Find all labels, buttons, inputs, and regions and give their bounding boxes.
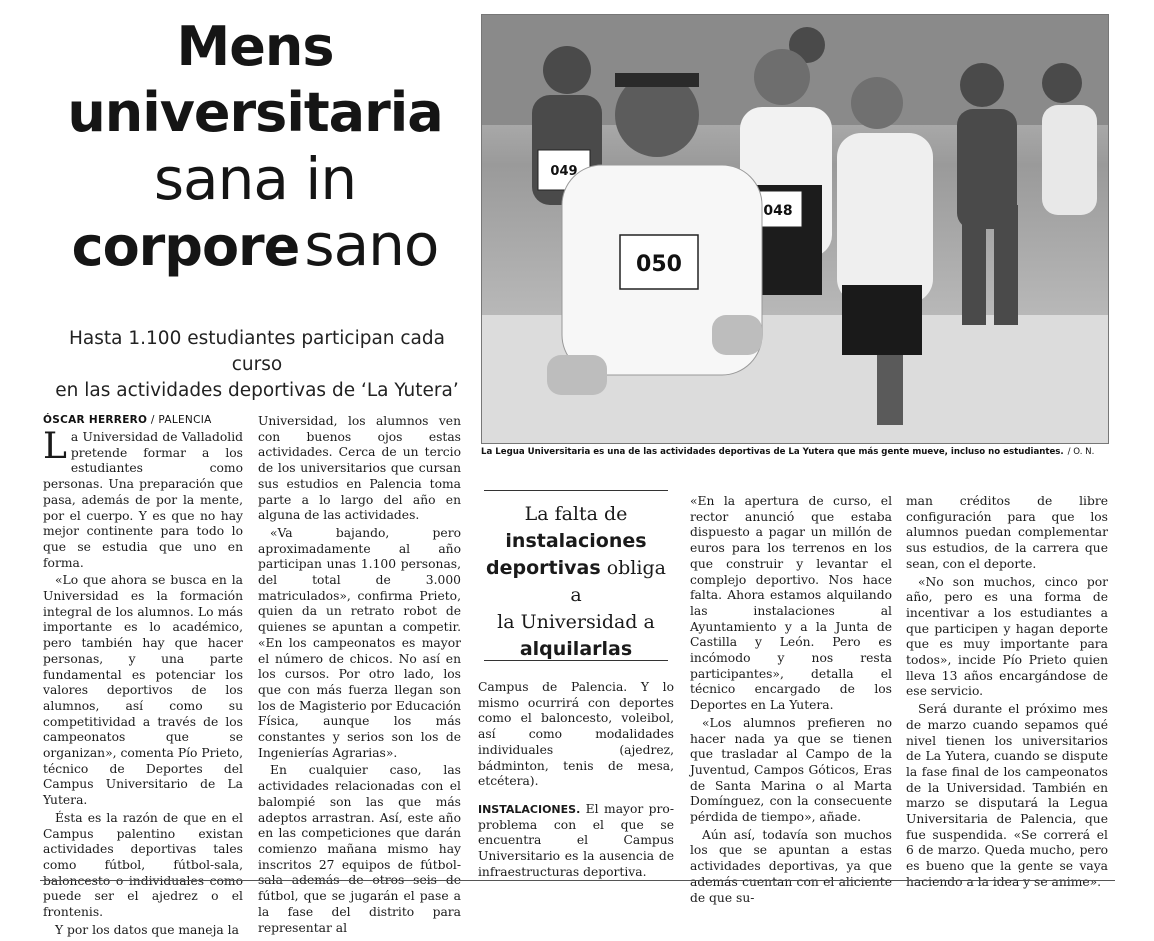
drop-cap: L (43, 426, 67, 467)
article-paragraph: «En la apertura de curso, el rector anunció que estaba dispuesto a pagar un millón de euros para los terrenos en los que construir y levantar el complejo deportivo. Nos hace falta. Ahora estamos alquilando las instalaciones al Ayuntamiento y a la Junta de Castilla y León. Pero es incómodo y nos resta participantes», detalla el técnico encargado de los Deportes en La Yutera. (690, 494, 892, 713)
photo-caption-text: La Legua Universitaria es una de las actividades deportivas de La Yutera que más gente mueve, incluso no estudiantes. (481, 447, 1064, 457)
article-column-5 (906, 494, 1108, 893)
headline (40, 14, 470, 293)
byline (43, 414, 212, 426)
headline-line-4-light: sano (304, 211, 439, 279)
article-paragraph: «Lo que ahora se busca en la Universidad es la formación integral de los alumnos. Lo más importante es lo académico, pero también hay que hacer personas, y una parte fundamental es potenciar los valores deportivos de los alumnos, así como su competitividad a través de los campeonatos que se organizan», comenta Pío Prieto, técnico de Deportes del Campus Universitario de La Yutera. (43, 573, 243, 808)
byline-author: ÓSCAR HERRERO (43, 414, 148, 426)
headline-line-4-bold: corpore (71, 215, 300, 278)
headline-line-2: universitaria (67, 81, 443, 144)
article-paragraph: Universidad, los alumnos ven con buenos ojos estas actividades. Cerca de un tercio de los universitarios que cursan sus estudios en Palencia toma parte a lo largo del año en alguna de las actividades. (258, 414, 461, 523)
subtitle (42, 326, 472, 404)
article-column-4 (690, 494, 892, 908)
subtitle-line-1: Hasta 1.100 estudiantes participan cada curso (69, 328, 445, 375)
pull-quote-rule (484, 660, 668, 661)
bib-number-050: 050 (636, 252, 682, 277)
article-paragraph: Y por los datos que maneja la (55, 922, 239, 937)
pull-quote-line: deportivas obliga a (486, 557, 666, 606)
article-paragraph: La Universidad de Valladolid pretende formar a los estudiantes como personas. Una preparación que pasa, además de por la mente, por el cuerpo. Y es que no hay mejor continente para todo lo que se estudia que uno en forma. (43, 426, 243, 570)
article-paragraph: Ésta es la razón de que en el Campus palentino existan actividades deportivas tales como fútbol, fútbol-sala, baloncesto o individuales como puede ser el ajedrez o el frontenis. (43, 810, 243, 920)
photo-caption (481, 447, 1121, 457)
headline-line-1: Mens (176, 15, 334, 78)
article-paragraph: «No son muchos, cinco por año, pero es una forma de incentivar a los estudiantes a que participen y hagan deporte que es muy importante para todos», incide Pío Prieto quien lleva 13 años encargándose de ese servicio. (906, 574, 1108, 699)
pull-quote-line: alquilarlas (519, 638, 633, 660)
byline-location: / PALENCIA (150, 414, 212, 426)
subtitle-line-2: en las actividades deportivas de ‘La Yutera’ (55, 380, 459, 401)
article-column-3 (478, 680, 674, 882)
headline-line-3: sana in (153, 145, 357, 213)
article-paragraph: Campus de Palencia. Y lo mismo ocurrirá con deportes como el baloncesto, voleibol, así como modalidades individuales (ajedrez, bádminton, tenis de mesa, etcétera). (478, 680, 674, 789)
pull-quote (484, 490, 668, 663)
runners-illustration (482, 15, 1108, 443)
headline-line-4 (40, 212, 470, 293)
bib-number-048: 048 (763, 203, 793, 219)
article-column-2 (258, 414, 461, 938)
article-paragraph: INSTALACIONES. El mayor pro- problema con el que se encuentra el Campus Universitario es la ausencia de infraestructuras deportiva. (478, 801, 674, 879)
article-paragraph: Será durante el próximo mes de marzo cuando sepamos qué nivel tienen los universitarios de La Yutera, cuando se dispute la fase final de los campeonatos de la Universidad. También en marzo se disputará la Legua Universitaria de Palencia, que fue suspendida. «Se correrá el 6 de marzo. Queda mucho, pero es bueno que la gente se vaya haciendo a la idea y se anime». (906, 702, 1108, 889)
pull-quote-line: la Universidad a (497, 611, 655, 633)
article-paragraph: Aún así, todavía son muchos los que se apuntan a estas actividades deportivas, ya que además cuentan con el aliciente de que su- (690, 827, 892, 905)
article-paragraph: «Los alumnos prefieren no hacer nada ya que se tienen que trasladar al Campo de la Juventud, Campos Góticos, Eras de Santa Marina o al Marta Domínguez, con la consecuente pérdida de tiempo», añade. (690, 715, 892, 825)
pull-quote-line: La falta de (524, 503, 628, 525)
article-column-1 (43, 426, 243, 941)
bottom-rule (40, 880, 1115, 881)
photo-credit: / O. N. (1067, 447, 1095, 457)
article-paragraph: man créditos de libre configuración para que los alumnos puedan complementar sus estudios, de la carrera que sean, con el deporte. (906, 494, 1108, 571)
subhead-instalaciones: INSTALACIONES. (478, 802, 581, 816)
runners-photo (481, 14, 1109, 444)
article-paragraph: En cualquier caso, las actividades relacionadas con el balompié son las que más adeptos arrastran. Así, este año en las competiciones que darán comienzo mañana mismo hay inscritos 27 equipos de fútbol-sala además de otros seis de fútbol, que se jugarán el pase a la fase del distrito para representar al (258, 763, 461, 935)
bib-number-049: 049 (550, 164, 578, 179)
pull-quote-line: instalaciones (505, 530, 647, 552)
article-paragraph: «Va bajando, pero aproximadamente al año participan unas 1.100 personas, del total de 3.000 matriculados», confirma Prieto, quien da un retrato robot de quienes se apuntan a competir. «En los campeonatos es mayor el número de chicos. No así en los cursos. Por otro lado, los que con más fuerza llegan son los de Magisterio por Educación Física, aunque los más constantes y serios son los de Ingenierías Agrarias». (258, 525, 461, 760)
